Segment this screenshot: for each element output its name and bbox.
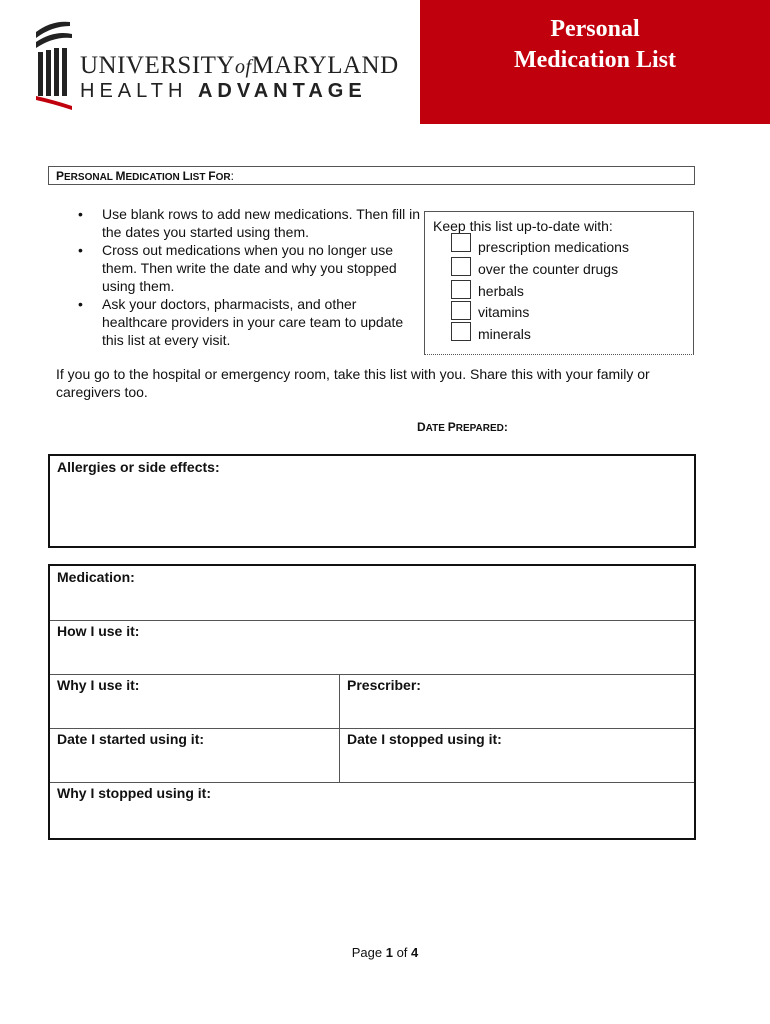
how-i-use-it-label: How I use it:: [57, 623, 140, 639]
table-divider: [50, 620, 694, 621]
checkbox-prescription[interactable]: [451, 233, 471, 252]
table-divider: [50, 728, 694, 729]
table-divider: [50, 782, 694, 783]
instruction-item: • Use blank rows to add new medications. Then fill in the dates you started using them.: [70, 205, 420, 241]
checkbox-vitamins[interactable]: [451, 301, 471, 320]
list-owner-label: PERSONAL MEDICATION LIST FOR:: [56, 169, 234, 183]
logo-wordmark-line2: HEALTH ADVANTAGE: [80, 80, 367, 102]
keep-item-prescription: prescription medications: [478, 239, 629, 255]
page-number: Page 1 of 4: [351, 945, 419, 960]
why-i-use-it-label: Why I use it:: [57, 677, 140, 693]
instruction-item: • Cross out medications when you no longer use them. Then write the date and why you stopped using them.: [70, 241, 420, 295]
instructions-list: [70, 205, 420, 349]
university-dome-logo-icon: [34, 18, 74, 110]
date-started-label: Date I started using it:: [57, 731, 205, 747]
table-divider: [339, 675, 340, 782]
date-prepared-label: DATE PREPARED:: [417, 420, 508, 434]
keep-updated-title: Keep this list up-to-date with:: [433, 218, 613, 234]
page-title: Personal Medication List: [514, 16, 676, 73]
why-stopped-label: Why I stopped using it:: [57, 785, 211, 801]
keep-item-otc: over the counter drugs: [478, 261, 619, 277]
keep-item-vitamins: vitamins: [478, 304, 530, 320]
checkbox-minerals[interactable]: [451, 322, 471, 341]
prescriber-label: Prescriber:: [347, 677, 421, 693]
keep-item-herbals: herbals: [478, 283, 524, 299]
instruction-item: • Ask your doctors, pharmacists, and other healthcare providers in your care team to update this list at every visit.: [70, 295, 420, 349]
logo-wordmark-line1: UNIVERSITYofMARYLAND: [80, 52, 399, 79]
checkbox-otc[interactable]: [451, 257, 471, 276]
allergies-label: Allergies or side effects:: [57, 459, 220, 475]
checkbox-herbals[interactable]: [451, 280, 471, 299]
keep-item-minerals: minerals: [478, 326, 531, 342]
medication-label: Medication:: [57, 569, 135, 585]
date-stopped-label: Date I stopped using it:: [347, 731, 502, 747]
table-divider: [50, 674, 694, 675]
hospital-notice: If you go to the hospital or emergency room, take this list with you. Share this with your family or caregivers too.: [56, 366, 650, 400]
